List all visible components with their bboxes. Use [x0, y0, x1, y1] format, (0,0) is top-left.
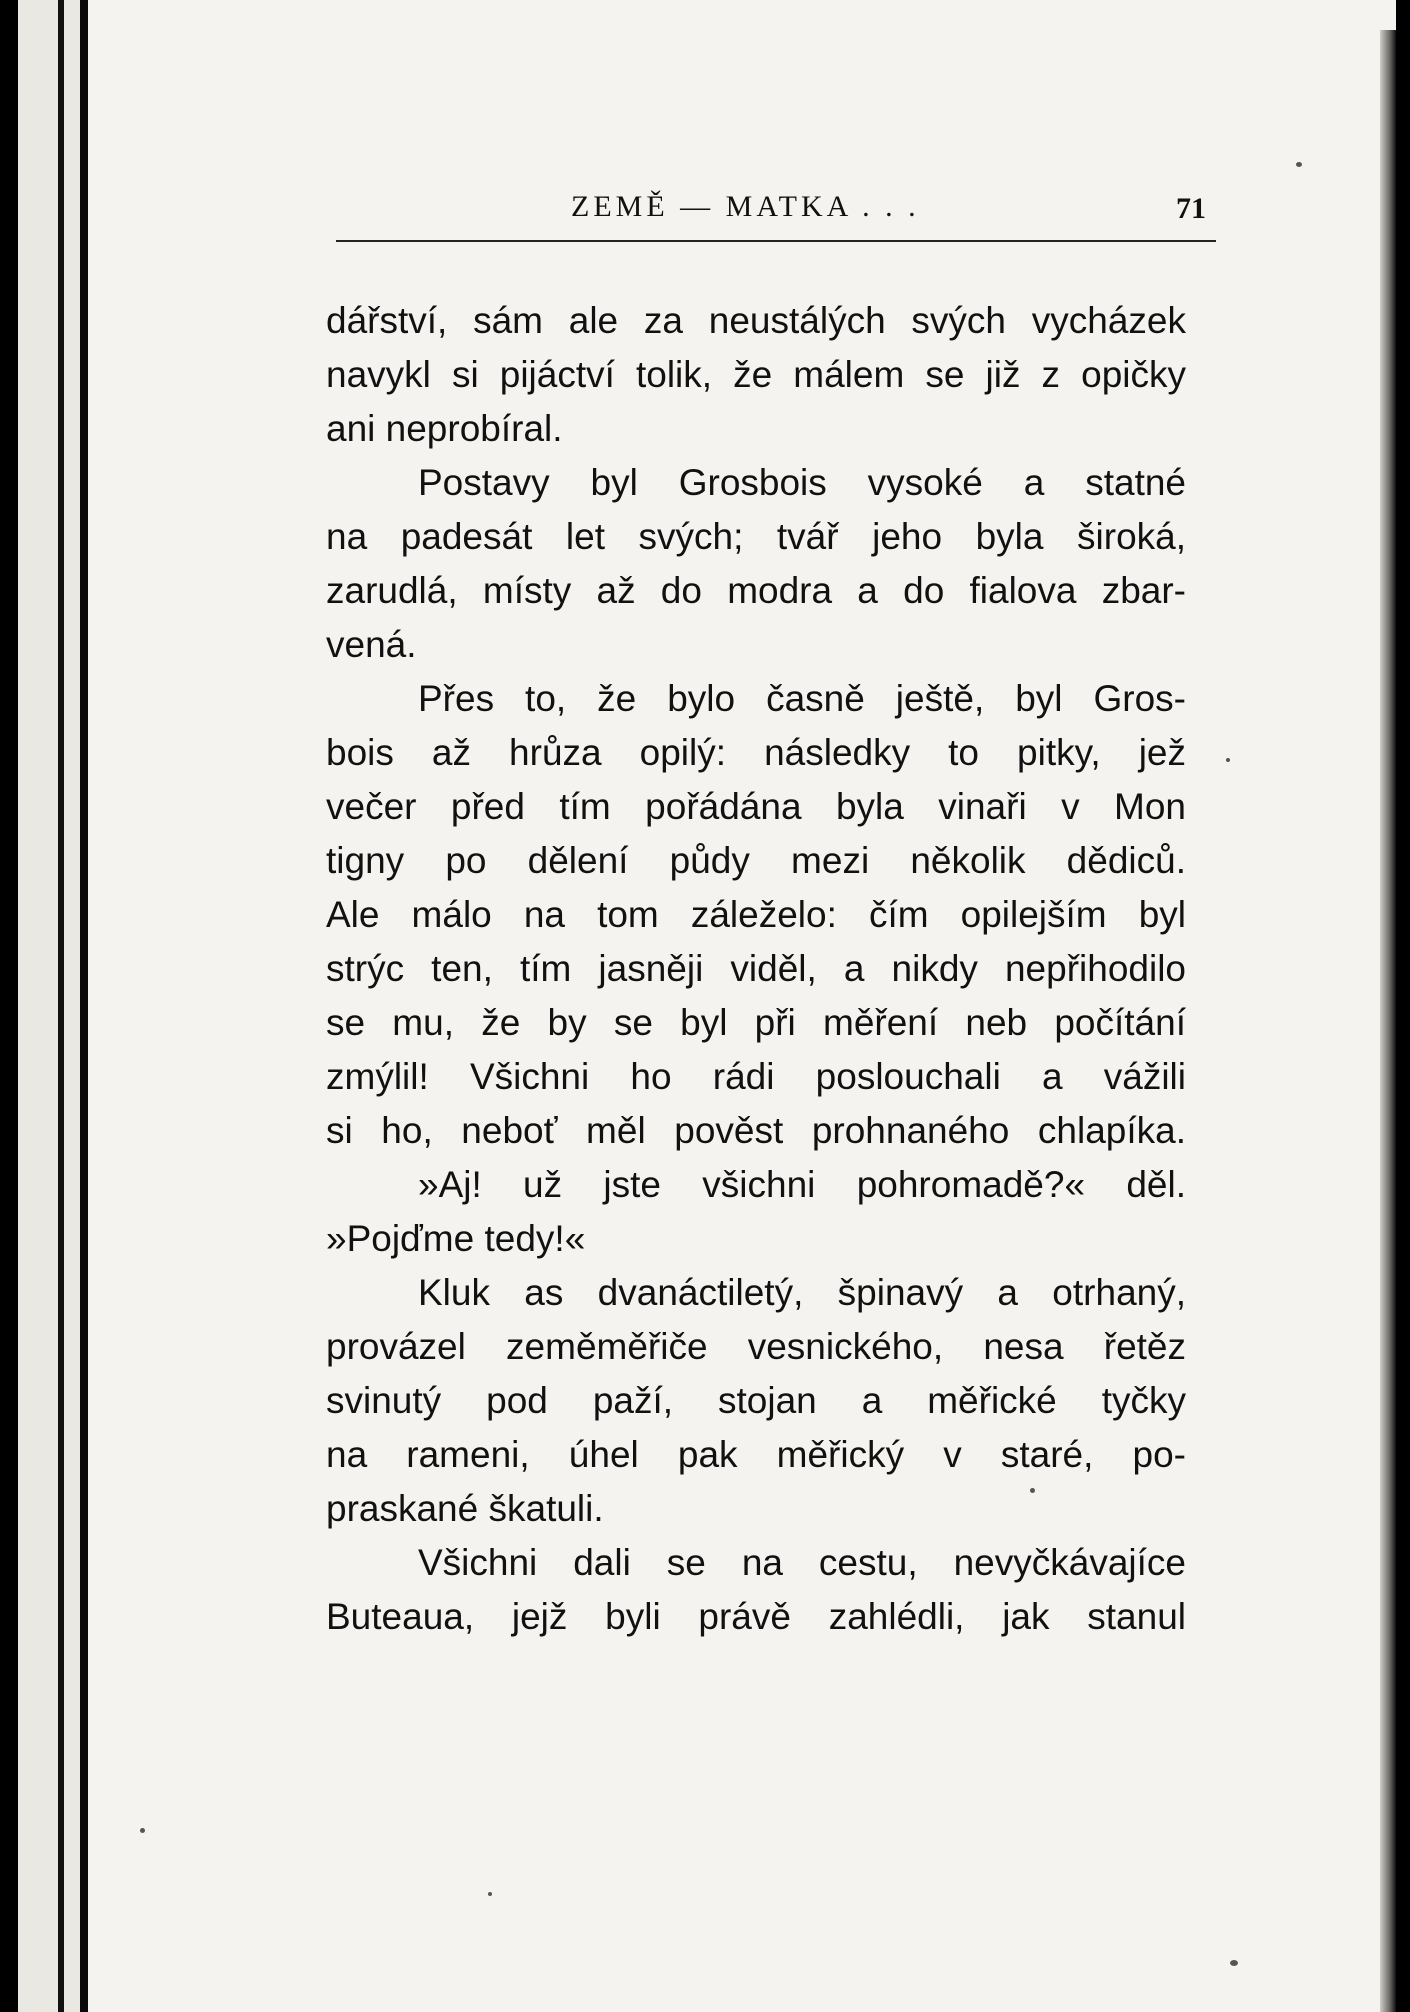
- text-line: svinutý pod paží, stojan a měřické tyčky: [326, 1380, 1186, 1421]
- paper-speck: [140, 1828, 145, 1833]
- paper-speck: [1296, 162, 1302, 167]
- binding-line: [58, 0, 64, 2012]
- text-line: tigny po dělení půdy mezi několik dědiců.: [326, 840, 1186, 881]
- text-line: Přes to, že bylo časně ještě, byl Gros-: [418, 678, 1186, 719]
- text-line: strýc ten, tím jasněji viděl, a nikdy nepřihodilo: [326, 948, 1186, 989]
- body-text: [326, 294, 1186, 1644]
- text-line: navykl si pijáctví tolik, že málem se již z opičky: [326, 354, 1186, 395]
- text-line: provázel zeměměřiče vesnického, nesa řetěz: [326, 1326, 1186, 1367]
- text-line: dářství, sám ale za neustálých svých vycházek: [326, 300, 1186, 341]
- text-line: se mu, že by se byl při měření neb počítání: [326, 1002, 1186, 1043]
- text-line: na rameni, úhel pak měřický v staré, po-: [326, 1434, 1186, 1475]
- paper-speck: [1030, 1488, 1035, 1493]
- text-line: »Aj! už jste všichni pohromadě?« děl.: [418, 1164, 1186, 1205]
- paper-speck: [1230, 1960, 1238, 1966]
- text-line: zmýlil! Všichni ho rádi poslouchali a vážili: [326, 1056, 1186, 1097]
- page-header: [336, 190, 1218, 246]
- paper-speck: [488, 1892, 492, 1896]
- text-line: bois až hrůza opilý: následky to pitky, jež: [326, 732, 1186, 773]
- page-edge-shadow: [1380, 30, 1396, 2012]
- text-line: Kluk as dvanáctiletý, špinavý a otrhaný,: [418, 1272, 1186, 1313]
- text-line: Všichni dali se na cestu, nevyčkávajíce: [418, 1542, 1186, 1583]
- text-line: ani neprobíral.: [326, 408, 563, 449]
- text-line: si ho, neboť měl pověst prohnaného chlapíka.: [326, 1110, 1186, 1151]
- facing-page-edge: [18, 0, 88, 2012]
- header-rule: [336, 240, 1216, 242]
- paper-speck: [1226, 758, 1230, 762]
- text-line: večer před tím pořádána byla vinaři v Mon: [326, 786, 1186, 827]
- running-head: ZEMĚ — MATKA . . .: [571, 190, 920, 223]
- text-line: na padesát let svých; tvář jeho byla široká,: [326, 516, 1186, 557]
- text-line: Postavy byl Grosbois vysoké a statné: [418, 462, 1186, 503]
- text-line: zarudlá, místy až do modra a do fialova zbar-: [326, 570, 1186, 611]
- book-page: [18, 0, 1396, 2012]
- text-line: Buteaua, jejž byli právě zahlédli, jak stanul: [326, 1596, 1186, 1637]
- text-line: »Pojďme tedy!«: [326, 1218, 586, 1259]
- text-line: praskané škatuli.: [326, 1488, 604, 1529]
- page-number: 71: [1176, 192, 1206, 225]
- text-line: Ale málo na tom záleželo: čím opilejším byl: [326, 894, 1186, 935]
- text-line: vená.: [326, 624, 417, 665]
